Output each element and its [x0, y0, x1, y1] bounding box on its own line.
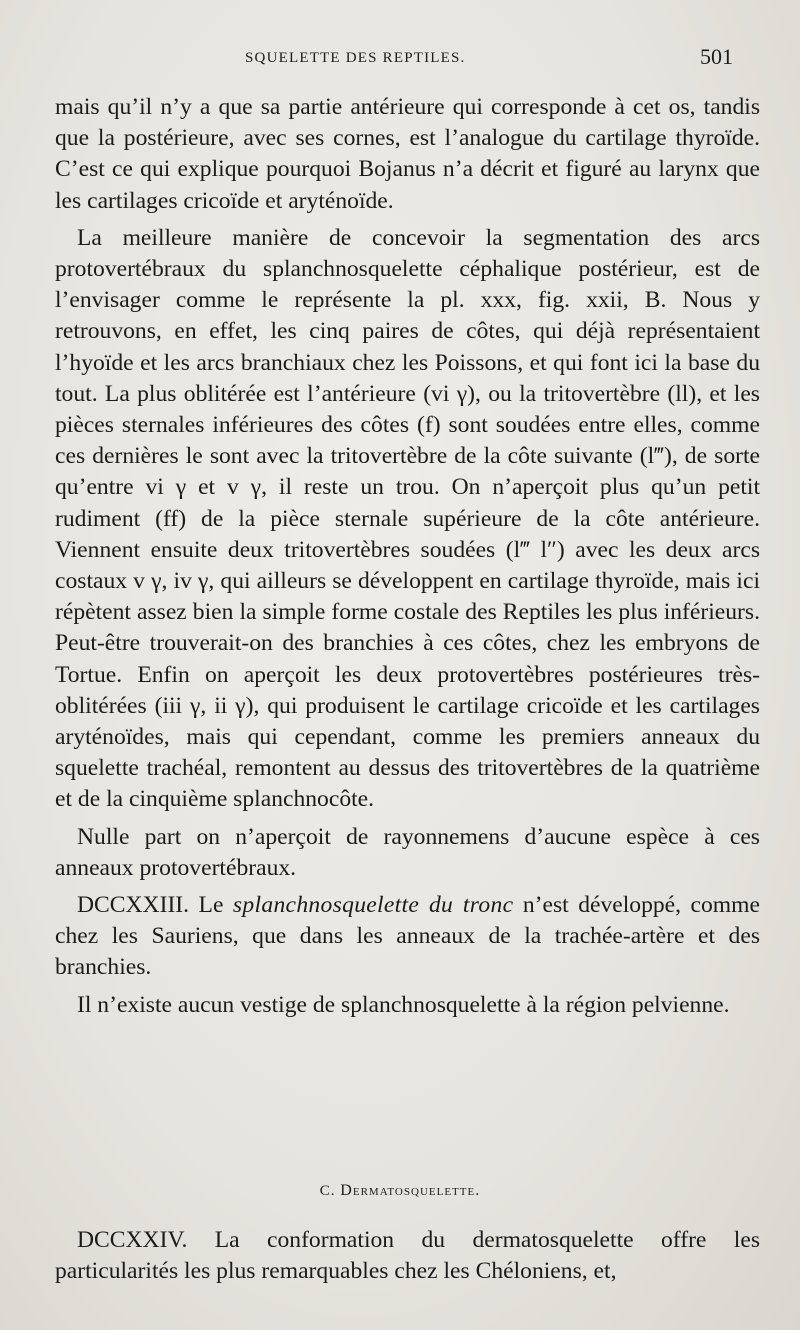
- paragraph-dccxxiv: [55, 1225, 760, 1287]
- paragraph-rayonnemens: Nulle part on n’aperçoit de rayonnemens d’aucune espèce à ces anneaux protovertébraux.: [55, 823, 760, 881]
- paragraph-body: La conformation du dermatosquelette offre les particularités les plus remarquables chez les Chéloniens, et,: [55, 1227, 760, 1285]
- paragraph-segmentation: La meilleure manière de concevoir la segmentation des arcs protovertébraux du splanchnosquelette céphalique postérieur, est de l’envisager comme le représente la pl. xxx, fig. xxii, B. Nous y retrouvons, en effet, les cinq paires de côtes, qui déjà représentaient l’hyoïde et les arcs branchiaux chez les Poissons, et qui font ici la base du tout. La plus oblitérée est l’antérieure (vi γ), ou la tritovertèbre (ll), et les pièces sternales inférieures des côtes (f) sont soudées entre elles, comme ces dernières le sont avec la tritovertèbre de la côte suivante (l‴), de sorte qu’entre vi γ et v γ, il reste un trou. On n’aperçoit plus qu’un petit rudiment (ff) de la pièce sternale supérieure de la côte antérieure. Viennent ensuite deux tritovertèbres soudées (l‴ l″) avec les deux arcs costaux v γ, iv γ, qui ailleurs se développent en cartilage thyroïde, mais ici répètent assez bien la simple forme costale des Reptiles les plus inférieurs. Peut-être trouverait-on des branchies à ces côtes, chez les embryons de Tortue. Enfin on aperçoit les deux protovertèbres postérieures très-oblitérées (iii γ, ii γ), qui produisent le cartilage cricoïde et les cartilages aryténoïdes, mais qui cependant, comme les premiers anneaux du squelette trachéal, remontent au dessus des tritovertèbres de la quatrième et de la cinquième splanchnocôte.: [55, 224, 760, 813]
- italic-term: splanchnosquelette du tronc: [232, 892, 514, 919]
- running-head: SQUELETTE DES REPTILES.: [245, 50, 466, 66]
- section-title: Dermatosquelette.: [340, 1182, 481, 1199]
- paragraph-dccxxiii: [55, 890, 760, 984]
- article-number: DCCXXIII.: [77, 892, 190, 919]
- body-text-after-heading: [55, 1225, 760, 1287]
- section-letter: C.: [319, 1183, 336, 1199]
- paragraph-pelvienne: Il n’existe aucun vestige de splanchnosquelette à la région pelvienne.: [77, 991, 730, 1018]
- section-heading: [0, 1182, 800, 1200]
- article-number: DCCXXIV.: [77, 1227, 188, 1253]
- body-text: [55, 92, 760, 1021]
- paragraph-body: n’est développé, comme chez les Sauriens, que dans les anneaux de la trachée-artère et des branchies.: [55, 892, 760, 981]
- paragraph-lead: Le: [198, 892, 224, 919]
- page-number: 501: [700, 44, 733, 69]
- paragraph-continuation: mais qu’il n’y a que sa partie antérieure qui corresponde à cet os, tandis que la postérieure, avec ses cornes, est l’analogue du cartilage thyroïde. C’est ce qui explique pourquoi Bojanus n’a décrit et figuré au larynx que les cartilages cricoïde et aryténoïde.: [55, 94, 760, 214]
